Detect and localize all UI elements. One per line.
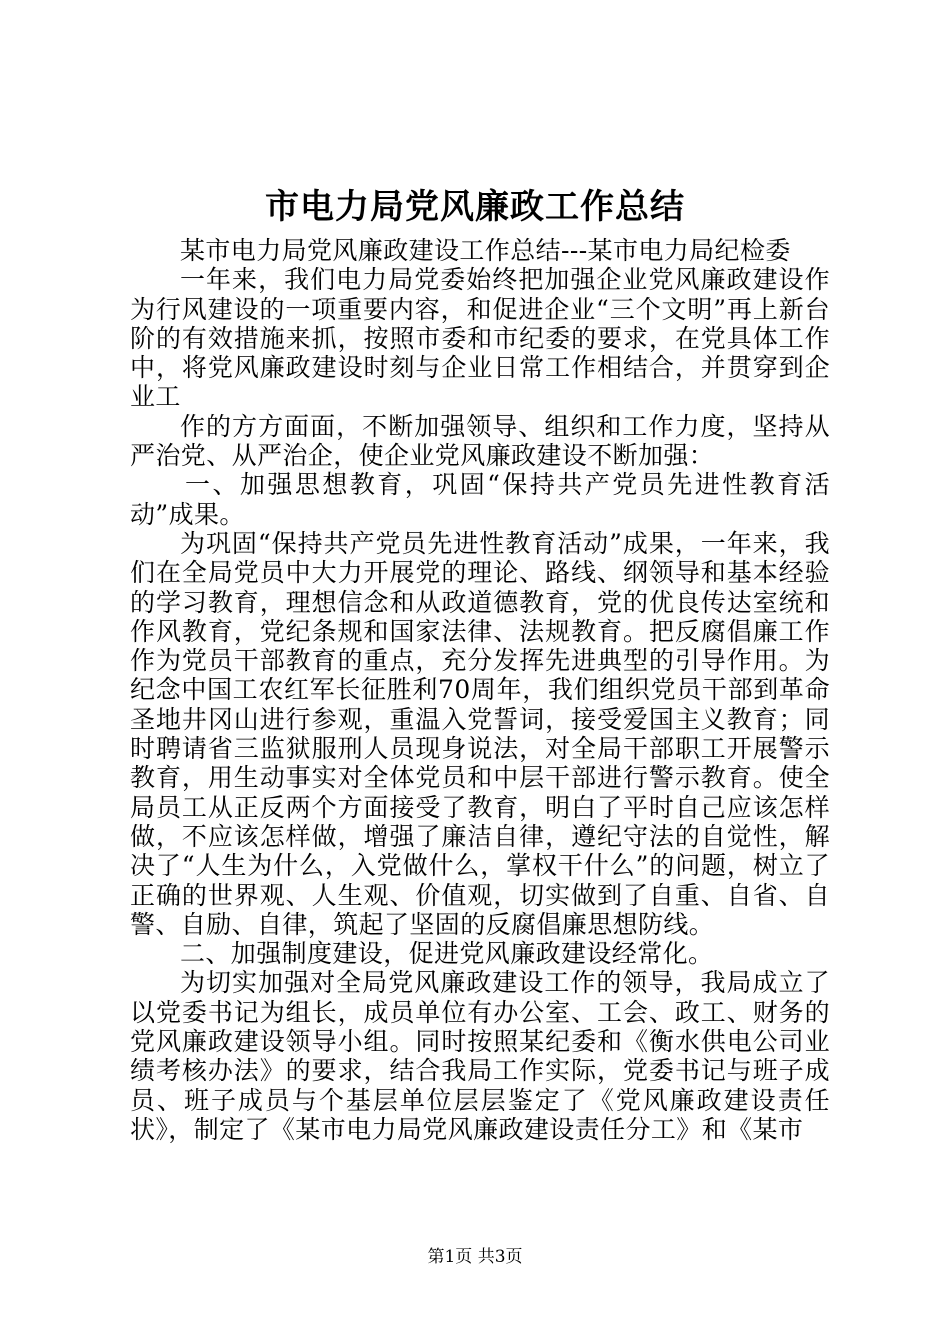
body-paragraph: 为切实加强对全局党风廉政建设工作的领导，我局成立了以党委书记为组长，成员单位有办公室、工会、政工、财务的党风廉政建设领导小组。同时按照某纪委和《衡水供电公司业绩考核办法》的要求，结合我局工作实际，党委书记与班子成员、班子成员与个基层单位层层鉴定了《党风廉政建设责任状》，制定了《某市电力局党风廉政建设责任分工》和《某市 [130, 968, 830, 1144]
body-paragraph: 为巩固“保持共产党员先进性教育活动”成果，一年来，我们在全局党员中大力开展党的理论、路线、纲领导和基本经验的学习教育，理想信念和从政道德教育，党的优良传达室统和作风教育，党纪条规和国家法律、法规教育。把反腐倡廉工作作为党员干部教育的重点，充分发挥先进典型的引导作用。为纪念中国工农红军长征胜利70周年，我们组织党员干部到革命圣地井冈山进行参观，重温入党誓词，接受爱国主义教育；同时聘请省三监狱服刑人员现身说法，对全局干部职工开展警示教育，用生动事实对全体党员和中层干部进行警示教育。使全局员工从正反两个方面接受了教育，明白了平时自己应该怎样做，不应该怎样做，增强了廉洁自律，遵纪守法的自觉性，解决了“人生为什么，入党做什么，掌权干什么”的问题，树立了正确的世界观、人生观、价值观，切实做到了自重、自省、自警、自励、自律，筑起了坚固的反腐倡廉思想防线。 [130, 528, 830, 939]
document-title: 市电力局党风廉政工作总结 [265, 187, 685, 227]
document-body [130, 236, 830, 1144]
page-footer: 第1页 共3页 [427, 1247, 523, 1267]
subtitle-paragraph: 某市电力局党风廉政建设工作总结---某市电力局纪检委 [180, 236, 791, 265]
body-paragraph: 一年来，我们电力局党委始终把加强企业党风廉政建设作为行风建设的一项重要内容，和促进企业“三个文明”再上新台阶的有效措施来抓，按照市委和市纪委的要求，在党具体工作中，将党风廉政建设时刻与企业日常工作相结合，并贯穿到企业工 [130, 265, 830, 412]
section-heading: 二、加强制度建设，促进党风廉政建设经常化。 [180, 939, 714, 969]
section-heading: 一、加强思想教育，巩固“保持共产党员先进性教育活动”成果。 [130, 470, 830, 529]
body-paragraph: 作的方方面面，不断加强领导、组织和工作力度，坚持从严治党、从严治企，使企业党风廉政建设不断加强： [130, 411, 830, 471]
